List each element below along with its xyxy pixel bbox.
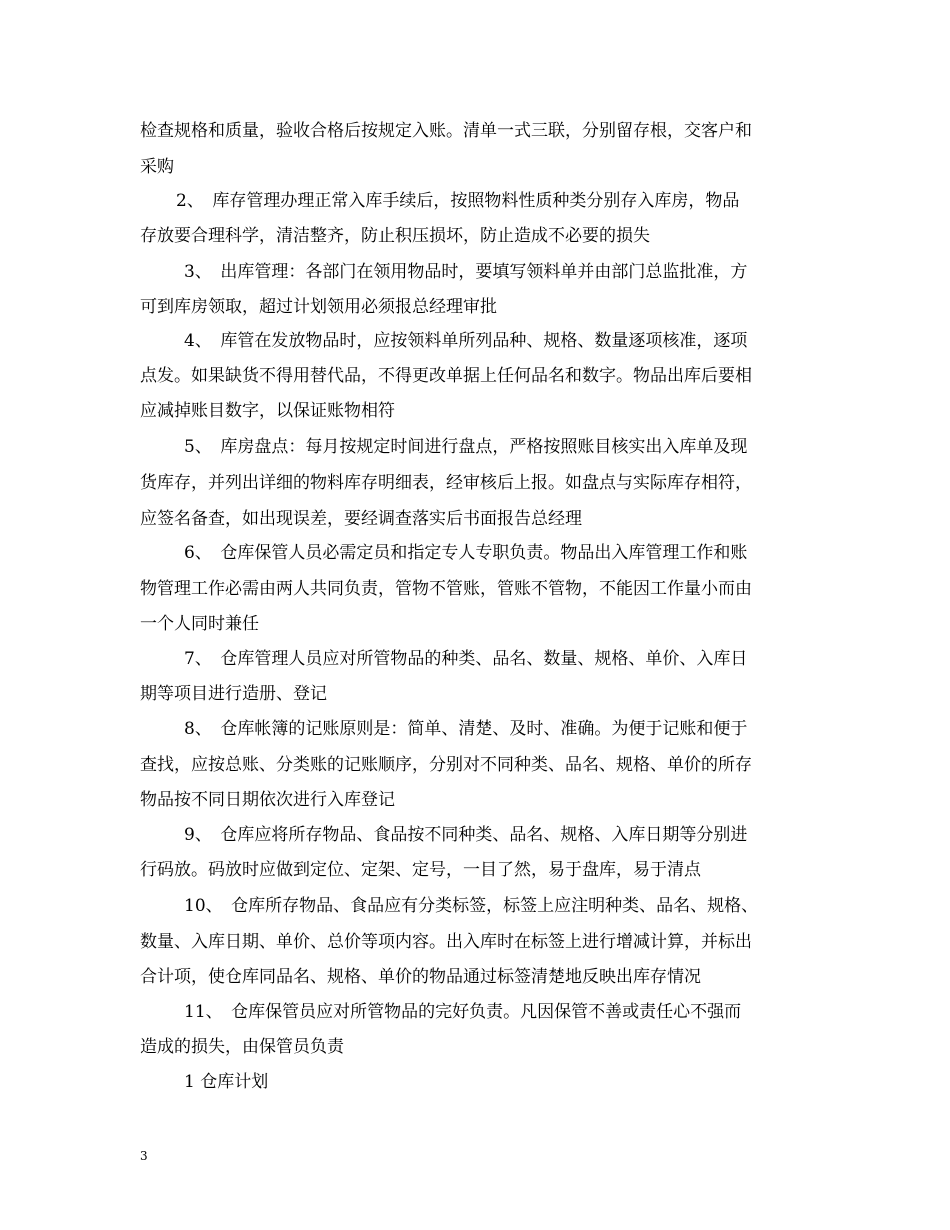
paragraph-line: 应签名备查，如出现误差，要经调查落实后书面报告总经理 [140,509,582,529]
paragraph-line: 数量、入库日期、单价、总价等项内容。出入库时在标签上进行增减计算，并标出 [140,932,752,952]
page-number: 3 [140,1149,148,1163]
paragraph-line: 2、 库存管理办理正常入库手续后，按照物料性质种类分别存入库房，物品 [176,191,740,211]
paragraph-line: 检查规格和质量，验收合格后按规定入账。清单一式三联，分别留存根，交客户和 [140,121,752,141]
paragraph-line: 9、 仓库应将所存物品、食品按不同种类、品名、规格、入库日期等分别进 [184,825,748,845]
paragraph-line: 11、 仓库保管员应对所管物品的完好负责。凡因保管不善或责任心不强而 [184,1002,742,1022]
paragraph-line: 4、 库管在发放物品时，应按领料单所列品种、规格、数量逐项核准，逐项 [184,331,748,351]
paragraph-line: 物品按不同日期依次进行入库登记 [140,790,395,810]
paragraph-line: 可到库房领取，超过计划领用必须报总经理审批 [140,297,497,317]
paragraph-line: 3、 出库管理：各部门在领用物品时，要填写领料单并由部门总监批准，方 [184,262,748,282]
paragraph-line: 点发。如果缺货不得用替代品，不得更改单据上任何品名和数字。物品出库后要相 [140,366,752,386]
paragraph-line: 6、 仓库保管人员必需定员和指定专人专职负责。物品出入库管理工作和账 [184,543,748,563]
paragraph-line: 存放要合理科学，清洁整齐，防止积压损坏，防止造成不必要的损失 [140,226,650,246]
paragraph-line: 采购 [140,157,174,177]
paragraph-line: 5、 库房盘点：每月按规定时间进行盘点，严格按照账目核实出入库单及现 [184,437,748,457]
paragraph-line: 期等项目进行造册、登记 [140,684,327,704]
paragraph-line: 10、 仓库所存物品、食品应有分类标签，标签上应注明种类、品名、规格、 [184,896,759,916]
paragraph-line: 应减掉账目数字，以保证账物相符 [140,401,395,421]
paragraph-line: 造成的损失，由保管员负责 [140,1037,344,1057]
paragraph-line: 行码放。码放时应做到定位、定架、定号，一目了然，易于盘库，易于清点 [140,860,701,880]
paragraph-line: 查找，应按总账、分类账的记账顺序，分别对不同种类、品名、规格、单价的所存 [140,755,752,775]
paragraph-line: 合计项，使仓库同品名、规格、单价的物品通过标签清楚地反映出库存情况 [140,967,701,987]
paragraph-line: 一个人同时兼任 [140,614,259,634]
section-heading: 1 仓库计划 [184,1072,269,1092]
paragraph-line: 货库存，并列出详细的物料库存明细表，经审核后上报。如盘点与实际库存相符， [140,473,752,493]
paragraph-line: 8、 仓库帐簿的记账原则是：简单、清楚、及时、准确。为便于记账和便于 [184,719,748,739]
paragraph-line: 物管理工作必需由两人共同负责，管物不管账，管账不管物，不能因工作量小而由 [140,579,752,599]
paragraph-line: 7、 仓库管理人员应对所管物品的种类、品名、数量、规格、单价、入库日 [184,649,748,669]
